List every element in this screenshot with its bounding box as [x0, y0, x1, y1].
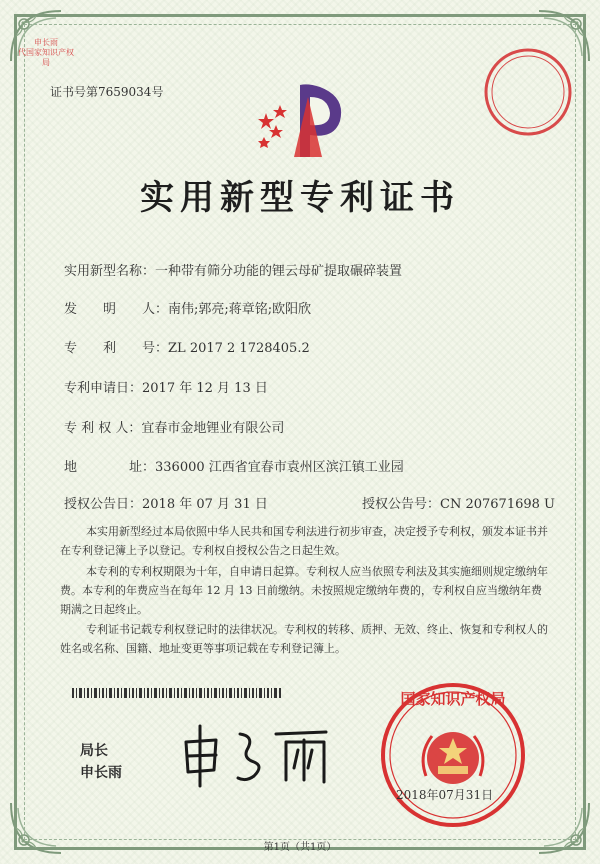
grant-number-label: 授权公告号： [362, 497, 441, 512]
grant-date-value: 2018 年 07 月 31 日 [142, 497, 268, 512]
body-paragraph: 专利证书记载专利权登记时的法律状况。专利权的转移、质押、无效、终止、恢复和专利权人的姓名或名称、国籍、地址变更等事项记载在专利登记簿上。 [60, 623, 548, 655]
inventor-label: 发 明 人： [64, 302, 169, 317]
filing-date-label: 专利申请日： [64, 381, 143, 396]
patentee-value: 宜春市金地锂业有限公司 [141, 421, 285, 436]
signed-date: 2018年07月31日 [396, 788, 494, 802]
director-title: 局长 [80, 743, 108, 759]
handwritten-signature-icon [176, 720, 356, 790]
grant-number-value: CN 207671698 U [440, 497, 555, 512]
grant-number-row [362, 493, 555, 512]
director-stamp-text [18, 38, 74, 68]
grant-date-label: 授权公告日： [64, 497, 143, 512]
patent-office-logo-icon [248, 75, 358, 165]
body-paragraph: 本实用新型经过本局依照中华人民共和国专利法进行初步审查，决定授予专利权，颁发本证书并在专利登记簿上予以登记。专利权自授权公告之日起生效。 [60, 525, 548, 557]
official-seal-icon [378, 680, 528, 830]
stamp-name: 申长雨 [34, 38, 58, 47]
patent-number-value: ZL 2017 2 1728405.2 [168, 341, 310, 356]
patentee-label: 专 利 权 人： [64, 421, 142, 436]
filing-date-row [64, 377, 268, 396]
address-value: 336000 江西省宜春市袁州区滨江镇工业园 [155, 460, 404, 475]
seal-text: 国家知识产权局 [400, 690, 506, 708]
patentee-row [64, 417, 284, 436]
director-stamp-icon [482, 46, 574, 138]
grant-date-row [64, 493, 268, 512]
utility-name-value: 一种带有筛分功能的锂云母矿提取碾碎装置 [155, 264, 403, 279]
stamp-role: 代国家知识产权局 [18, 48, 74, 67]
certificate-title: 实用新型专利证书 [140, 178, 460, 218]
inventor-row [64, 298, 311, 317]
page-footer: 第1页（共1页） [263, 842, 337, 853]
director-name: 申长雨 [80, 765, 122, 781]
filing-date-value: 2017 年 12 月 13 日 [142, 381, 268, 396]
utility-name-label: 实用新型名称： [64, 264, 156, 279]
inventor-value: 南伟;郭亮;蒋章铭;欧阳欣 [168, 302, 312, 317]
body-paragraph: 本专利的专利权期限为十年，自申请日起算。专利权人应当依照专利法及其实施细则规定缴纳年费。本专利的年费应当在每年 12 月 13 日前缴纳。未按照规定缴纳年费的，专利权自应当缴纳年费期满之日起终止。 [60, 565, 548, 616]
address-row [64, 456, 404, 475]
patent-number-row [64, 337, 310, 356]
utility-name-row [64, 260, 402, 279]
certificate-number: 证书号第7659034号 [50, 85, 164, 99]
address-label: 地 址： [64, 460, 156, 475]
patent-number-label: 专 利 号： [64, 341, 169, 356]
barcode-icon [72, 688, 282, 698]
